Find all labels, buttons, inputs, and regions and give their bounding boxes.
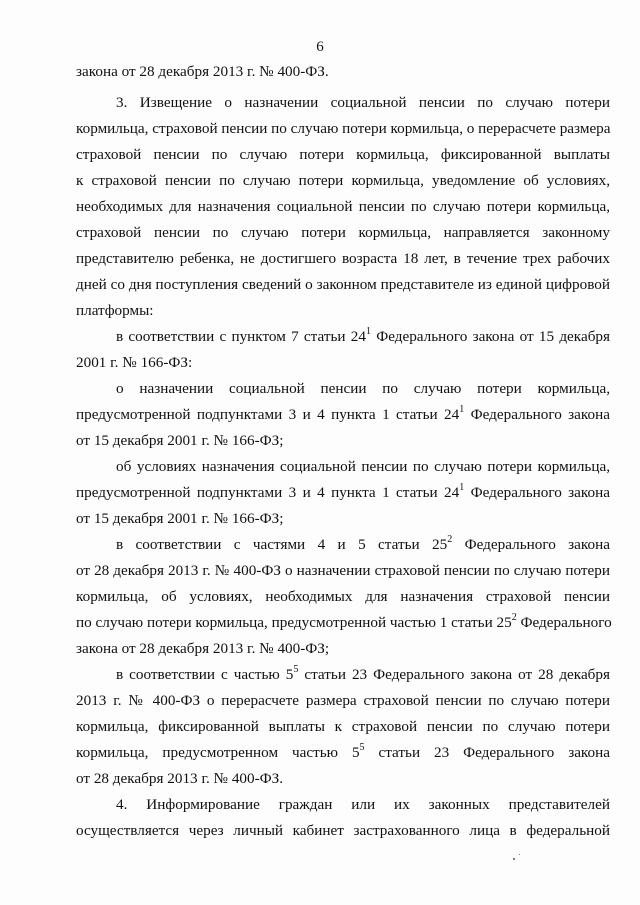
text-fragment: по случаю потери кормильца, предусмотренной частью 1 статьи 25: [76, 614, 512, 631]
text-line: закона от 28 декабря 2013 г. № 400-ФЗ;: [76, 640, 330, 657]
text-fragment: Федерального закона: [464, 484, 610, 501]
text-line: [116, 535, 610, 555]
superscript: 2: [511, 611, 517, 623]
text-line: необходимых для назначения социальной пенсии по случаю потери кормильца,: [76, 198, 610, 215]
text-line: страховой пенсии по случаю потери кормильца, направляется законному: [76, 224, 610, 241]
text-line: 4. Информирование граждан или их законных представителей: [116, 796, 610, 813]
text-line: кормильца, страховой пенсии по случаю потери кормильца, о перерасчете размера: [76, 120, 611, 137]
text-line: [76, 483, 610, 503]
text-fragment: статьи 23 Федерального закона: [364, 744, 610, 761]
scan-speck: [519, 854, 520, 855]
text-line: об условиях назначения социальной пенсии по случаю потери кормильца,: [116, 458, 610, 475]
text-line: платформы:: [76, 302, 154, 319]
text-fragment: в соответствии с частью 5: [116, 666, 294, 683]
superscript: 2: [447, 533, 453, 545]
text-line: осуществляется через личный кабинет застрахованного лица в федеральной: [76, 822, 610, 839]
page-number: 6: [316, 39, 324, 55]
text-line: страховой пенсии по случаю потери кормильца, фиксированной выплаты: [76, 146, 610, 163]
text-line: о назначении социальной пенсии по случаю потери кормильца,: [116, 380, 610, 397]
text-line: от 28 декабря 2013 г. № 400-ФЗ о назначении страховой пенсии по случаю потери: [76, 562, 610, 579]
text-line: к страховой пенсии по случаю потери кормильца, уведомление об условиях,: [76, 172, 610, 189]
text-fragment: в соответствии с частями 4 и 5 статьи 25: [116, 536, 448, 553]
text-fragment: в соответствии с пунктом 7 статьи 24: [116, 328, 366, 345]
text-line: от 15 декабря 2001 г. № 166-ФЗ;: [76, 510, 284, 527]
text-line: от 15 декабря 2001 г. № 166-ФЗ;: [76, 432, 284, 449]
text-line: [116, 665, 610, 685]
text-line: 3. Извещение о назначении социальной пенсии по случаю потери: [116, 94, 610, 111]
text-line: от 28 декабря 2013 г. № 400-ФЗ.: [76, 770, 284, 787]
text-line: представителю ребенка, не достигшего возраста 18 лет, в течение трех рабочих: [76, 250, 610, 267]
text-line: [76, 405, 610, 425]
text-fragment: предусмотренной подпунктами 3 и 4 пункта 1 статьи 24: [76, 406, 460, 423]
text-fragment: Федерального закона: [464, 406, 610, 423]
text-fragment: статьи 23 Федерального закона от 28 декабря: [298, 666, 610, 683]
text-line: 2001 г. № 166-ФЗ:: [76, 354, 193, 371]
text-line: дней со дня поступления сведений о законном представителе из единой цифровой: [76, 276, 610, 293]
superscript: 5: [293, 663, 299, 675]
scan-speck: [513, 858, 515, 860]
text-line: [116, 327, 610, 347]
text-fragment: кормильца, предусмотренном частью 5: [76, 744, 360, 761]
text-fragment: предусмотренной подпунктами 3 и 4 пункта 1 статьи 24: [76, 484, 460, 501]
text-line: [76, 743, 610, 763]
text-fragment: Федерального закона от 15 декабря: [370, 328, 610, 345]
superscript: 1: [459, 403, 465, 415]
superscript: 1: [365, 325, 371, 337]
text-fragment: Федерального: [516, 614, 612, 631]
text-line: 2013 г. № 400-ФЗ о перерасчете размера страховой пенсии по случаю потери: [76, 692, 610, 709]
superscript: 5: [359, 741, 365, 753]
text-fragment: Федерального закона: [452, 536, 610, 553]
text-line: [76, 613, 610, 633]
text-line: кормильца, об условиях, необходимых для назначения страховой пенсии: [76, 588, 610, 605]
superscript: 1: [459, 481, 465, 493]
text-line: кормильца, фиксированной выплаты к страховой пенсии по случаю потери: [76, 718, 610, 735]
text-line: закона от 28 декабря 2013 г. № 400-ФЗ.: [76, 63, 329, 80]
